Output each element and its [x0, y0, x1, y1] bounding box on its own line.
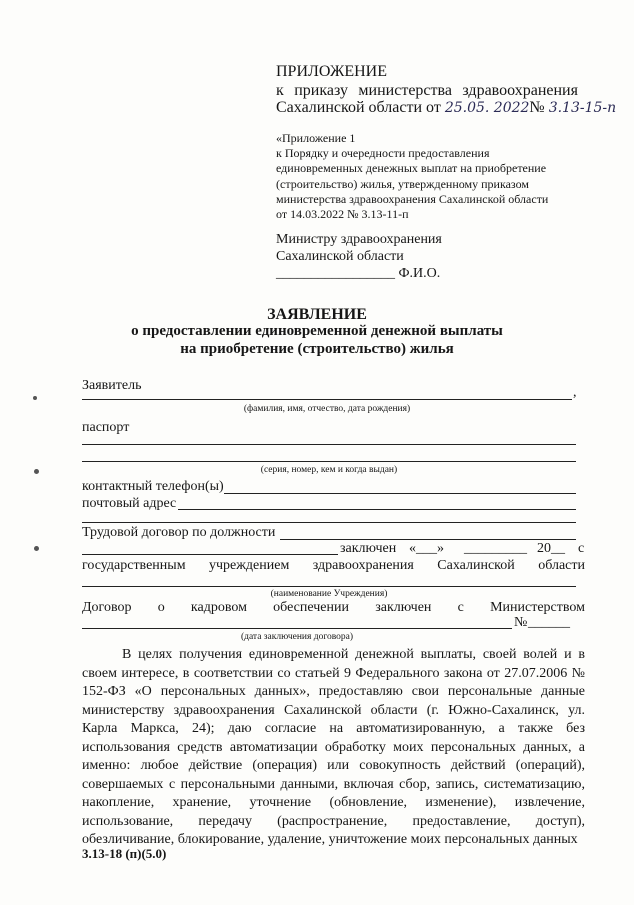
passport-hint: (серия, номер, кем и когда выдан): [260, 465, 398, 475]
order-reference-line: [276, 82, 578, 100]
order-word: приказу: [294, 82, 348, 99]
statement-subtitle: о предоставлении единовременной денежной выплаты: [131, 323, 503, 339]
applicant-label: Заявитель: [82, 378, 142, 393]
appendix-line: «Приложение 1: [276, 131, 356, 145]
contract-word: с: [457, 600, 464, 615]
labor-contract-label: Трудовой договор по должности: [82, 525, 276, 540]
contract-number-blank[interactable]: ______: [528, 615, 570, 630]
institution-hint: (наименование Учреждения): [270, 589, 388, 599]
contract-number-sign: №: [514, 615, 528, 630]
contract-word: заключен: [375, 600, 432, 615]
day-blank[interactable]: ___: [416, 541, 437, 556]
fio-label: Ф.И.О.: [398, 266, 441, 281]
year-field: [537, 541, 565, 557]
appendix-reference: [276, 131, 548, 222]
appendix-line: единовременных денежных выплат на приобретение: [276, 161, 547, 176]
appendix-line: к Порядку и очередности предоставления: [276, 146, 490, 161]
statement-title: ЗАЯВЛЕНИЕ: [267, 306, 367, 323]
appendix-title: ПРИЛОЖЕНИЕ: [276, 63, 388, 80]
addressee-line: Сахалинской области: [276, 249, 404, 264]
applicant-comma: ,: [573, 385, 577, 400]
addressee-fio: [276, 265, 442, 282]
position-field[interactable]: [280, 539, 576, 540]
postal-label: почтовый адрес: [82, 496, 177, 511]
institution-word: государственным: [82, 558, 186, 573]
appendix-line: от 14.03.2022 № 3.13-11-п: [276, 207, 409, 222]
quote-open: «: [409, 541, 416, 556]
order-word: здравоохранения: [462, 82, 578, 99]
consent-paragraph: В целях получения единовременной денежной выплаты, своей волей и в своем интересе, в соответствии со статьей 9 Федерального закона от 27.07.2006 № 152-ФЗ «О персональных данных», предоставляю свои персональные данные министерству здравоохранения Сахалинской области (г. Южно-Сахалинск, ул. Карла Маркса, 24); даю согласие на автоматизированную, а также без использования средств автоматизации обработку моих персональных данных, а именно: любое действие (операция) или совокупность действий (операций), совершаемых с персональными данными, включая сбор, запись, систематизацию, накопление, хранение, уточнение (обновление, изменение), извлечение, использование, передачу (распространение, предоставление, доступ), обезличивание, блокирование, удаление, уничтожение моих персональных данных: [82, 647, 585, 847]
addressee-line: Министру здравоохранения: [276, 232, 442, 247]
contract-word: кадровом: [190, 600, 247, 615]
institution-word: учреждением: [208, 558, 290, 573]
passport-field[interactable]: [82, 444, 576, 445]
month-blank[interactable]: _________: [464, 541, 527, 556]
order-date-prefix: Сахалинской области от: [276, 99, 441, 116]
fio-blank[interactable]: _________________: [276, 266, 395, 281]
contract-word: Договор: [82, 600, 132, 615]
institution-line: [82, 558, 585, 574]
addressee: [276, 231, 442, 282]
scan-speck: [34, 469, 39, 474]
phone-field[interactable]: [224, 493, 576, 494]
institution-word: Сахалинской: [437, 558, 515, 573]
order-date-line: [276, 99, 616, 117]
statement-subtitle: на приобретение (строительство) жилья: [180, 341, 454, 357]
applicant-hint: (фамилия, имя, отчество, дата рождения): [243, 404, 411, 414]
appendix-line: министерства здравоохранения Сахалинской области: [276, 191, 549, 206]
contract-date: [409, 541, 444, 557]
year-blank[interactable]: __: [551, 541, 565, 556]
document-code: 3.13-18 (п)(5.0): [82, 846, 167, 861]
postal-field[interactable]: [82, 522, 576, 523]
passport-label: паспорт: [82, 420, 130, 435]
postal-field[interactable]: [178, 509, 576, 510]
contract-date-field[interactable]: [82, 628, 512, 629]
appendix-line: (строительство) жилья, утвержденному приказом: [276, 176, 529, 191]
year-prefix: 20: [537, 541, 551, 556]
institution-word: здравоохранения: [312, 558, 414, 573]
order-word: министерства: [358, 82, 452, 99]
institution-field[interactable]: [82, 586, 576, 587]
contract-word: о: [157, 600, 165, 615]
contract-hint: (дата заключения договора): [240, 632, 354, 642]
year-suffix: с: [578, 541, 585, 556]
scan-speck: [33, 396, 37, 400]
scan-speck: [34, 546, 39, 551]
concluded-label: заключен: [340, 541, 397, 556]
passport-field[interactable]: [82, 461, 576, 462]
contract-line: [82, 600, 585, 616]
number-sign: №: [529, 99, 545, 116]
labor-contract-field[interactable]: [82, 554, 338, 555]
order-word: к: [276, 82, 284, 99]
phone-label: контактный телефон(ы): [82, 479, 224, 494]
quote-close: »: [437, 541, 444, 556]
contract-word: обеспечении: [273, 600, 349, 615]
contract-word: Министерством: [490, 600, 585, 615]
institution-word: области: [538, 558, 585, 573]
handwritten-number: 3.13-15-п: [548, 100, 617, 116]
handwritten-date: 25.05. 2022: [444, 100, 530, 116]
applicant-field[interactable]: [82, 399, 572, 400]
